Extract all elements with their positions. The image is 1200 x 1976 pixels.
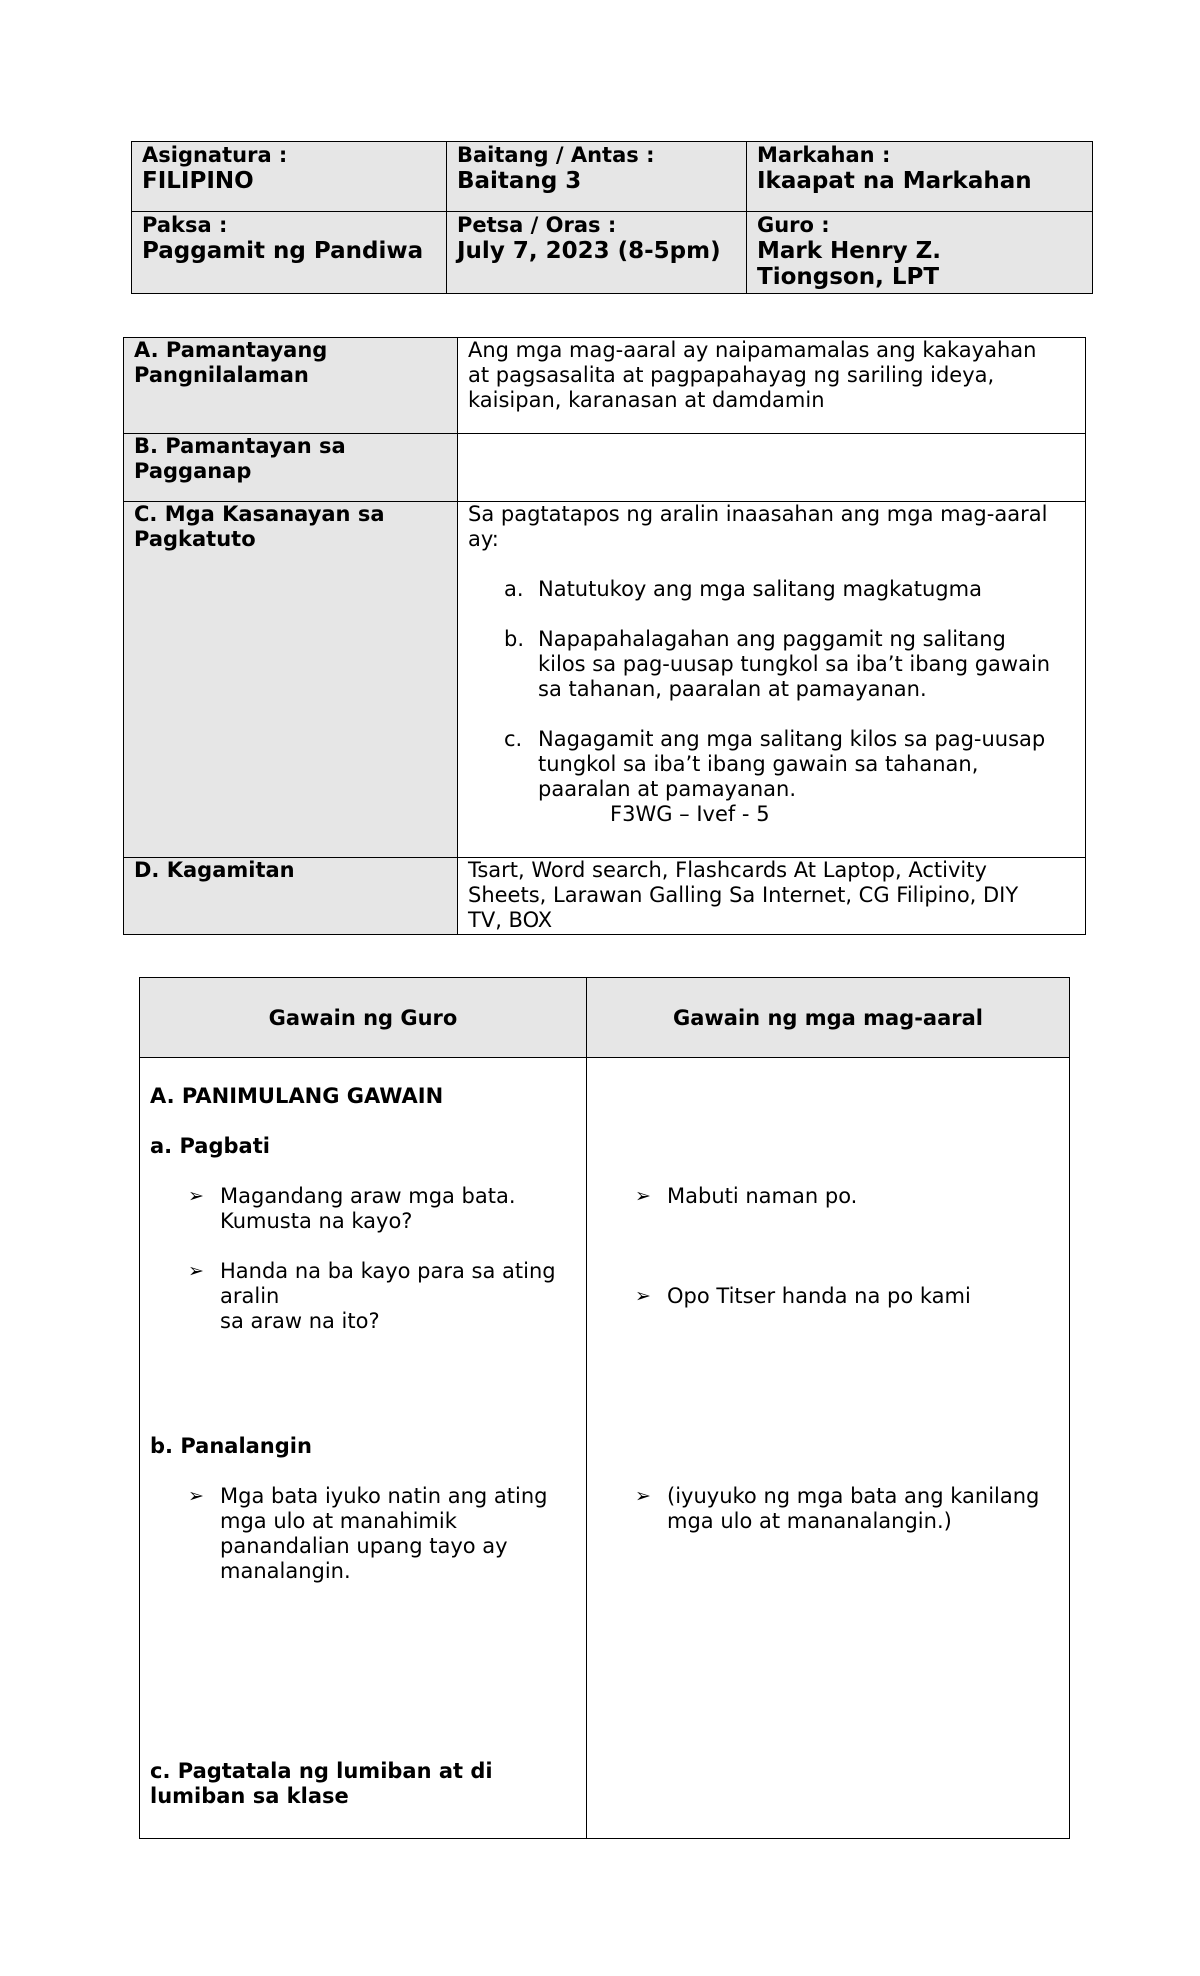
petsa-value: July 7, 2023 (8-5pm) [457,238,721,264]
objective-line: tungkol sa iba’t ibang gawain sa tahanan, [538,752,979,776]
markahan-value: Ikaapat na Markahan [757,168,1032,194]
text-line: Tsart, Word search, Flashcards At Laptop, Activity [468,858,987,882]
item-line: Opo Titser handa na po kami [667,1284,971,1308]
arrow-bullet-icon: ➢ [635,1185,651,1207]
baitang-value: Baitang 3 [457,168,582,194]
heading-line: c. Pagtatala ng lumiban at di [150,1759,493,1783]
student-item [597,1184,1059,1209]
objective-marker: c. [504,727,523,751]
item-line: mga ulo at manahimik [220,1509,457,1533]
guro-value-line1: Mark Henry Z. [757,238,942,264]
student-activities-cell [587,1058,1070,1839]
asignatura-cell [132,142,447,212]
arrow-bullet-icon: ➢ [188,1260,204,1282]
objective-line: Natutukoy ang mga salitang magkatugma [538,577,982,601]
objectives-list [468,577,1075,802]
standards-table [123,337,1086,935]
label-line: Pagkatuto [134,527,256,551]
kasanayan-text [458,502,1086,858]
student-item [597,1484,1059,1534]
baitang-label: Baitang / Antas : [457,143,655,167]
label-line: B. Pamantayan sa [134,434,346,458]
heading-line: lumiban sa klase [150,1784,349,1808]
competency-code: F3WG – Ivef - 5 [610,802,770,826]
text-line: TV, BOX [468,908,553,932]
petsa-cell [447,212,747,294]
teacher-activities-cell [140,1058,587,1839]
objective-line: Napapahalagahan ang paggamit ng salitang [538,627,1006,651]
arrow-bullet-icon: ➢ [635,1285,651,1307]
arrow-bullet-icon: ➢ [188,1185,204,1207]
objective-item [468,727,1075,802]
pagbati-heading: a. Pagbati [150,1134,270,1158]
label-line: Pangnilalaman [134,363,309,387]
item-line: mga ulo at mananalangin.) [667,1509,952,1533]
objective-item [468,627,1075,702]
item-line: Mabuti naman po. [667,1184,858,1208]
kagamitan-text [458,858,1086,935]
arrow-bullet-icon: ➢ [635,1485,651,1507]
intro-line: Sa pagtatapos ng aralin inaasahan ang mga mag-aaral [468,502,1048,526]
objective-marker: b. [504,627,525,651]
markahan-label: Markahan : [757,143,891,167]
item-line: Mga bata iyuko natin ang ating [220,1484,548,1508]
asignatura-label: Asignatura : [142,143,288,167]
student-item [597,1284,1059,1309]
pagtatala-heading [150,1759,576,1809]
item-line: sa araw na ito? [220,1309,380,1333]
guro-label: Guro : [757,213,830,237]
objective-line: Nagagamit ang mga salitang kilos sa pag-uusap [538,727,1046,751]
item-line: panandalian upang tayo ay [220,1534,508,1558]
label-line: A. Pamantayang [134,338,328,362]
teacher-item [150,1259,576,1334]
markahan-cell [747,142,1093,212]
activities-table [139,977,1070,1839]
text-line: kaisipan, karanasan at damdamin [468,388,825,412]
kagamitan-label [124,858,458,935]
objective-line: paaralan at pamayanan. [538,777,797,801]
item-line: manalangin. [220,1559,351,1583]
teacher-item [150,1484,576,1584]
objective-line: kilos sa pag-uusap tungkol sa iba’t ibang gawain [538,652,1051,676]
arrow-bullet-icon: ➢ [188,1485,204,1507]
pamantayan-sa-pagganap-label [124,434,458,502]
paksa-value: Paggamit ng Pandiwa [142,238,424,264]
guro-value-line2: Tiongson, LPT [757,264,940,290]
text-line: at pagsasalita at pagpapahayag ng sariling ideya, [468,363,995,387]
teacher-column-header: Gawain ng Guro [140,978,587,1058]
item-line: Handa na ba kayo para sa ating [220,1259,556,1283]
asignatura-value: FILIPINO [142,168,254,194]
label-line: C. Mga Kasanayan sa [134,502,385,526]
baitang-cell [447,142,747,212]
item-line: Kumusta na kayo? [220,1209,413,1233]
intro-line: ay: [468,527,499,551]
panalangin-heading: b. Panalangin [150,1434,312,1458]
pamantayan-sa-pagganap-text [458,434,1086,502]
student-column-header: Gawain ng mga mag-aaral [587,978,1070,1058]
kasanayan-label [124,502,458,858]
header-table [131,141,1093,294]
objective-item [468,577,1075,602]
pamantayang-pangnilalaman-text [458,338,1086,434]
petsa-label: Petsa / Oras : [457,213,617,237]
paksa-label: Paksa : [142,213,228,237]
objective-marker: a. [504,577,524,601]
item-line: Magandang araw mga bata. [220,1184,516,1208]
teacher-item [150,1184,576,1234]
text-line: Ang mga mag-aaral ay naipamamalas ang kakayahan [468,338,1037,362]
guro-cell [747,212,1093,294]
label-line: D. Kagamitan [134,858,295,882]
pamantayang-pangnilalaman-label [124,338,458,434]
objective-line: sa tahanan, paaralan at pamayanan. [538,677,927,701]
paksa-cell [132,212,447,294]
text-line: Sheets, Larawan Galling Sa Internet, CG Filipino, DIY [468,883,1019,907]
item-line: aralin [220,1284,280,1308]
section-heading: A. PANIMULANG GAWAIN [150,1084,444,1108]
label-line: Pagganap [134,459,252,483]
item-line: (iyuyuko ng mga bata ang kanilang [667,1484,1040,1508]
